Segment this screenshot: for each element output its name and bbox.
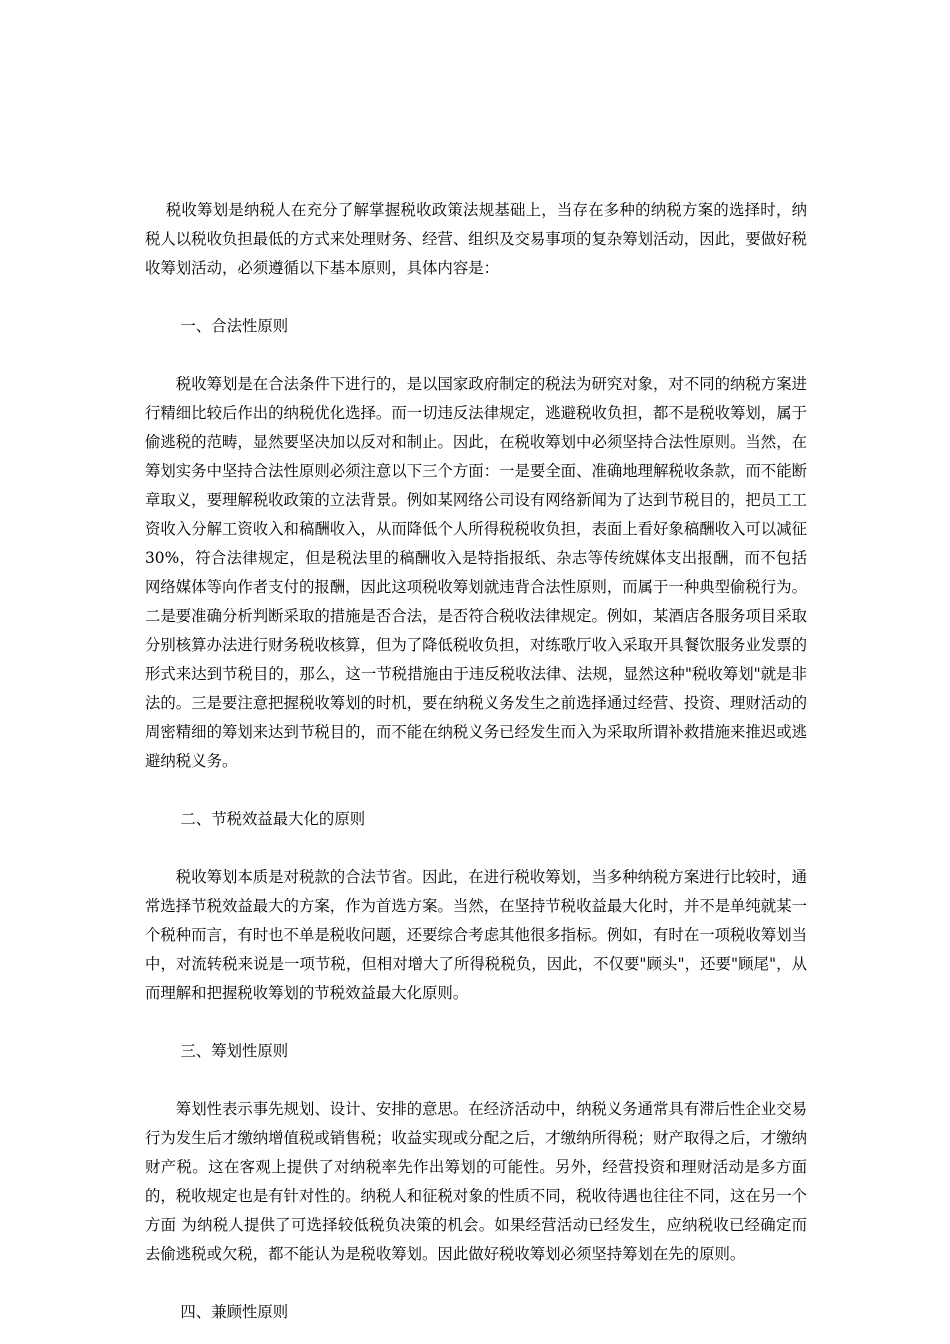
section-heading-max-benefit: 二、节税效益最大化的原则 [180, 810, 366, 828]
spacer [145, 1008, 807, 1037]
section-heading-balance: 四、兼顾性原则 [180, 1303, 289, 1321]
spacer [145, 834, 807, 863]
section-body-planning: 筹划性表示事先规划、设计、安排的意思。在经济活动中，纳税义务通常具有滞后性企业交易行为发生后才缴纳增值税或销售税；收益实现或分配之后，才缴纳所得税；财产取得之后，才缴纳财产税。这在客观上提供了对纳税率先作出筹划的可能性。另外，经营投资和理财活动是多方面的，税收规定也是有针对性的。纳税人和征税对象的性质不同，税收待遇也往往不同，这在另一个方面 为纳税人提供了可选择较低税负决策的机会。如果经营活动已经发生，应纳税收已经确定而去偷逃税或欠税，都不能认为是税收筹划。因此做好税收筹划必须坚持筹划在先的原则。 [145, 1100, 807, 1263]
section-body-legality: 税收筹划是在合法条件下进行的，是以国家政府制定的税法为研究对象，对不同的纳税方案进行精细比较后作出的纳税优化选择。而一切违反法律规定，逃避税收负担，都不是税收筹划，属于偷逃税的范畴，显然要坚决加以反对和制止。因此，在税收筹划中必须坚持合法性原则。当然，在筹划实务中坚持合法性原则必须注意以下三个方面：一是要全面、准确地理解税收条款，而不能断章取义，要理解税收政策的立法背景。例如某网络公司设有网络新闻为了达到节税目的，把员工工资收入分解工资收入和稿酬收入，从而降低个人所得税税收负担，表面上看好象稿酬收入可以减征 30%，符合法律规定，但是税法里的稿酬收入是特指报纸、杂志等传统媒体支出报酬，而不包括网络媒体等向作者支付的报酬，因此这项税收筹划就违背合法性原则，而属于一种典型偷税行为。二是要准确分析判断采取的措施是否合法，是否符合税收法律规定。例如，某酒店各服务项目采取分别核算办法进行财务税收核算，但为了降低税收负担，对练歌厅收入采取开具餐饮服务业发票的形式来达到节税目的，那么，这一节税措施由于违反税收法律、法规，显然这种"税收筹划"就是非法的。三是要注意把握税收筹划的时机，要在纳税义务发生之前选择通过经营、投资、理财活动的周密精细的筹划来达到节税目的，而不能在纳税义务已经发生而入为采取所谓补救措施来推迟或逃避纳税义务。 [145, 375, 807, 770]
spacer [145, 283, 807, 312]
document-page [145, 196, 807, 1327]
spacer [145, 1269, 807, 1298]
spacer [145, 776, 807, 805]
section-body-max-benefit: 税收筹划本质是对税款的合法节省。因此，在进行税收筹划，当多种纳税方案进行比较时，通常选择节税效益最大的方案，作为首选方案。当然，在坚持节税收益最大化时，并不是单纯就某一个税种而言，有时也不单是税收问题，还要综合考虑其他很多指标。例如，有时在一项税收筹划当中，对流转税来说是一项节税，但相对增大了所得税税负，因此，不仅要"顾头"，还要"顾尾"，从而理解和把握税收筹划的节税效益最大化原则。 [145, 868, 807, 1002]
section-heading-planning: 三、筹划性原则 [180, 1042, 289, 1060]
intro-paragraph: 税收筹划是纳税人在充分了解掌握税收政策法规基础上，当存在多种的纳税方案的选择时，纳税人以税收负担最低的方式来处理财务、经营、组织及交易事项的复杂筹划活动，因此，要做好税收筹划活动，必须遵循以下基本原则，具体内容是： [145, 201, 807, 277]
section-heading-legality: 一、合法性原则 [180, 317, 289, 335]
spacer [145, 341, 807, 370]
spacer [145, 1066, 807, 1095]
